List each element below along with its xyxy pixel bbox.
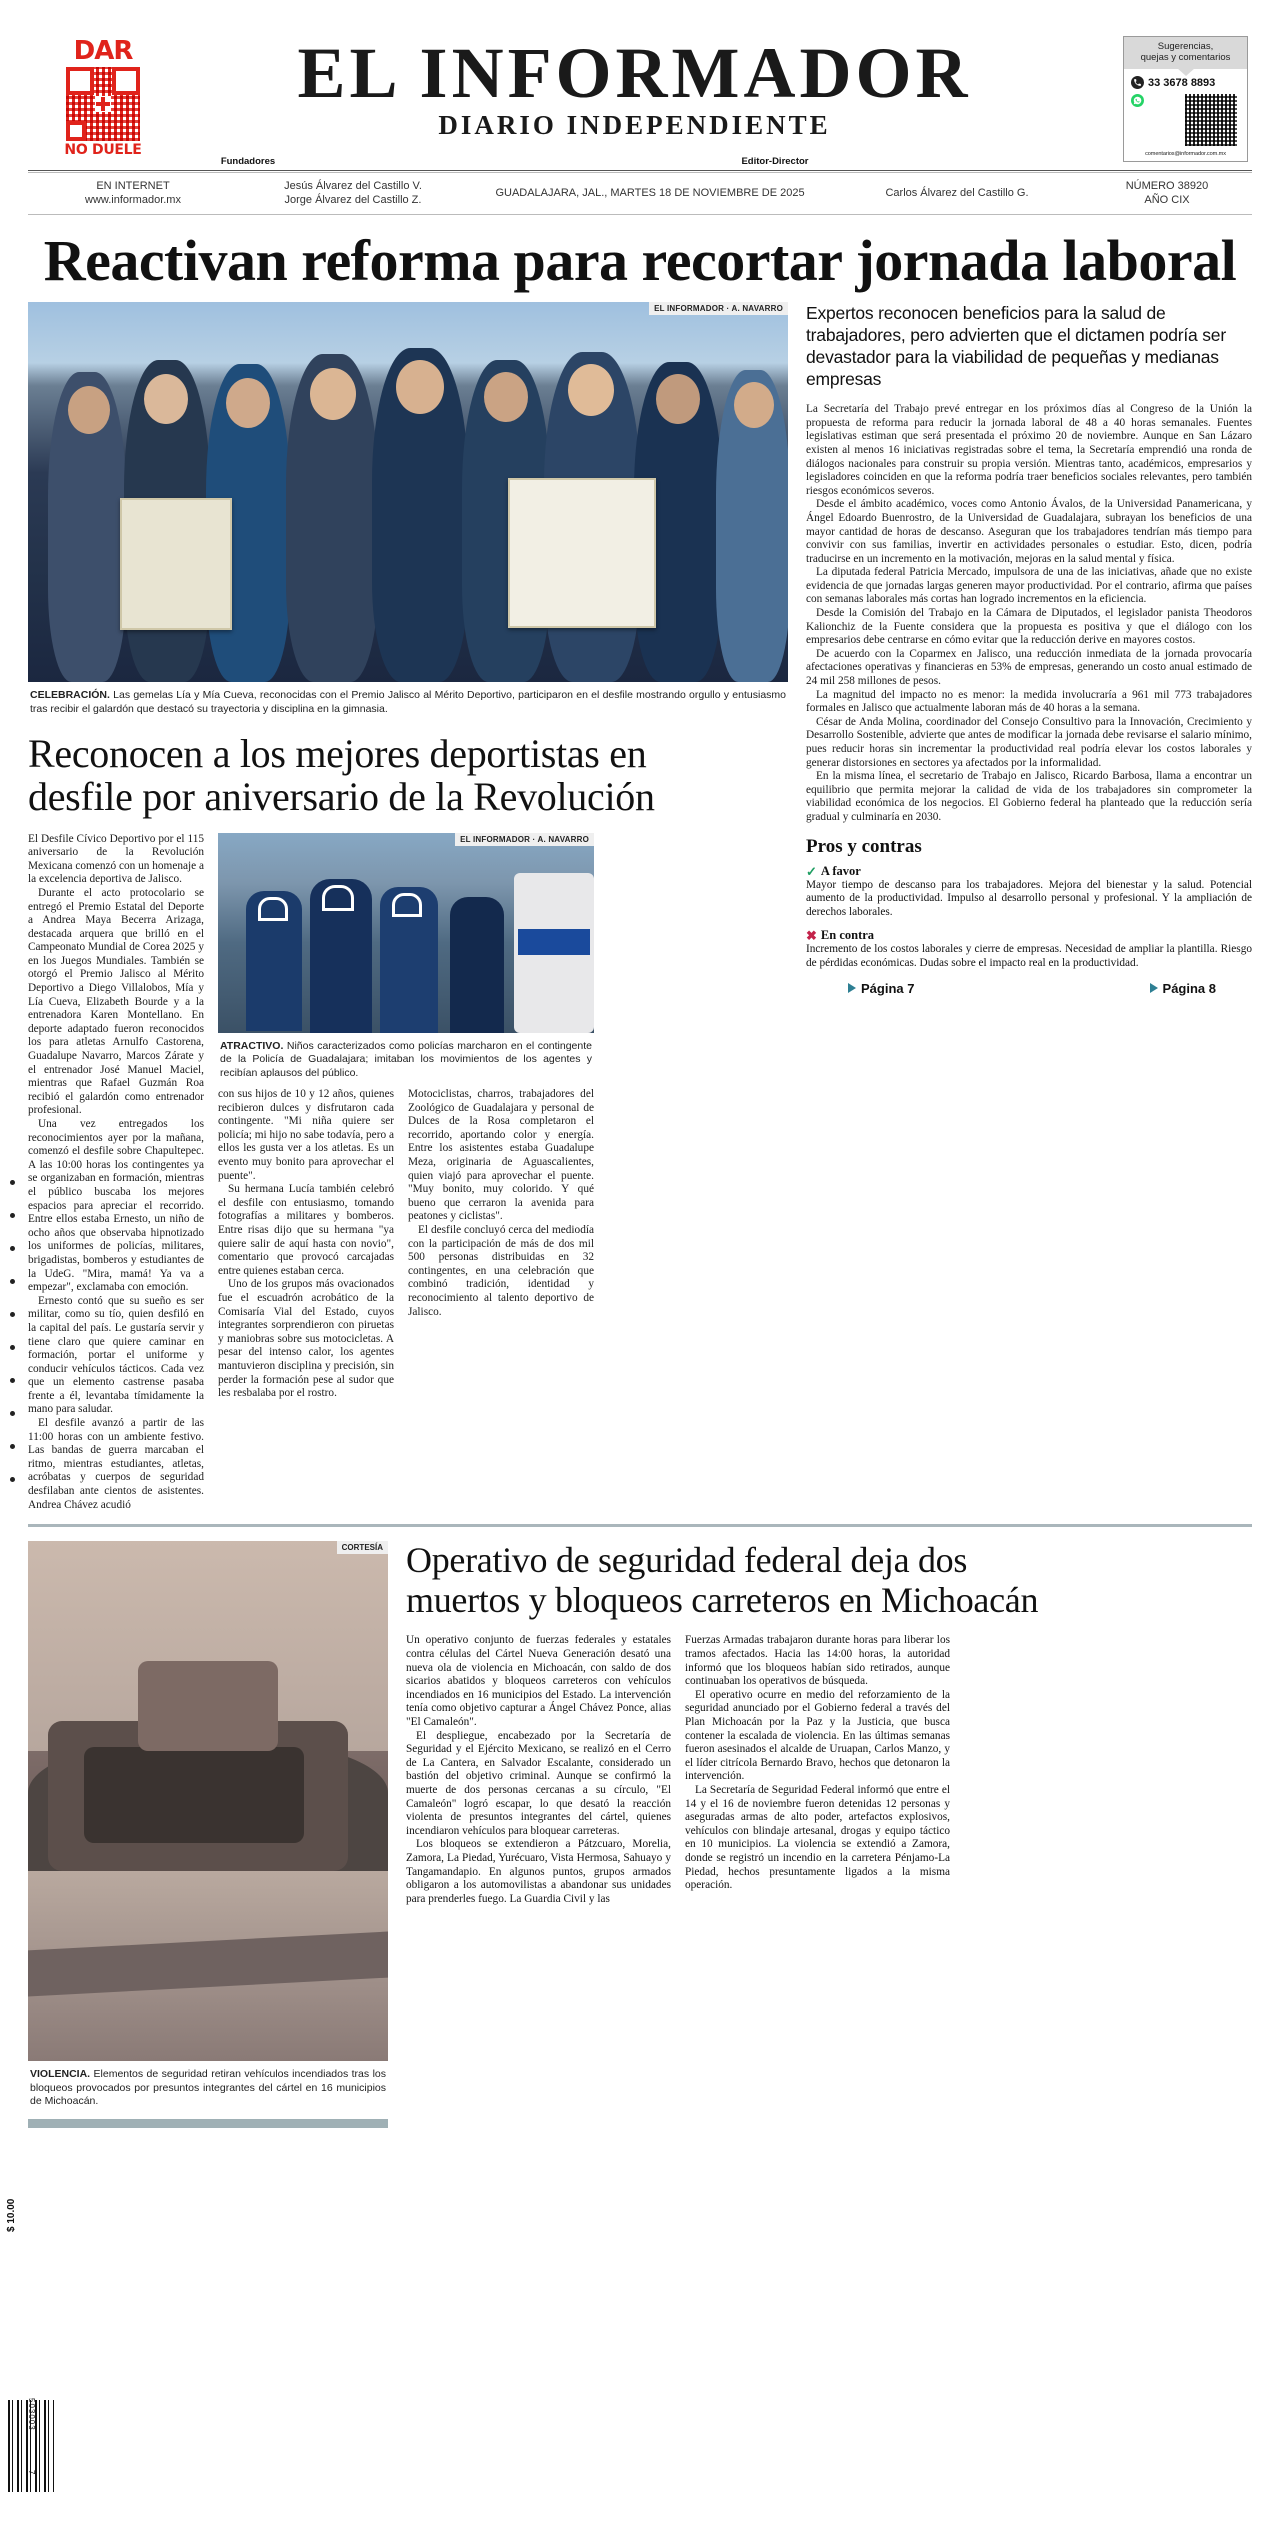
cons-text: Incremento de los costos laborales y cierre de empresas. Necesidad de ampliar la plantilla. Riesgo de pérdidas económicas. Dudas sobre el impacto real en la productividad. <box>806 943 1252 969</box>
paragraph: Una vez entregados los reconocimientos ayer por la mañana, comenzó el desfile sobre Chapultepec. A las 10:00 horas los contingentes ya se organizaban en formación, mientras el público buscaba los mejores espacios para apreciar el recorrido. Entre ellos estaba Ernesto, un niño de ocho años que observaba hipnotizado los uniformes de policías, militares, brigadistas, bomberos y estudiantes de la UdeG. "Mira, mamá! Ya va a empezar", exclamaba con emoción. <box>28 1118 204 1294</box>
page-references <box>806 981 1252 996</box>
column-bullets <box>10 1180 15 1510</box>
third-caption-text: Elementos de seguridad retiran vehículos incendiados tras los bloqueos provocados por presuntos integrantes del cártel en 16 municipios de Michoacán. <box>30 2068 386 2108</box>
pros-item <box>806 864 1252 920</box>
issue-number: NÚMERO 38920 <box>1125 180 1209 192</box>
lead-caption-label: CELEBRACIÓN. <box>30 689 110 702</box>
info-bar-rule-bottom <box>28 214 1252 215</box>
editor-label: Editor-Director <box>741 156 809 167</box>
whatsapp-qr-code-icon <box>1185 94 1237 146</box>
third-story-section <box>28 1541 1252 2128</box>
dar-logo-top-text: DAR <box>73 36 133 66</box>
barcode-digit: 7 <box>27 2470 36 2475</box>
second-caption-label: ATRACTIVO. <box>220 1039 284 1052</box>
paragraph: La magnitud del impacto no es menor: la medida involucraría a 961 mil 773 trabajadores formales en Jalisco que actualmente laboran más de 40 horas a la semana. <box>806 688 1252 715</box>
contact-heading-line1: Sugerencias, <box>1157 41 1214 52</box>
footer-rule <box>28 2119 388 2128</box>
internet-url[interactable]: www.informador.mx <box>85 194 181 206</box>
issue-year: AÑO CIX <box>1144 194 1190 206</box>
second-caption-text: Niños caracterizados como policías marcharon en el contingente de la Policía de Guadalajara; imitaban los movimientos de los agentes y recibían aplausos del público. <box>220 1039 592 1079</box>
dar-logo-bottom-text: NO DUELE <box>64 142 142 158</box>
paragraph: Desde el ámbito académico, voces como Antonio Ávalos, de la Universidad Panamericana, y Ángel Edoardo Buenrostro, de la Universidad de Guadalajara, subrayan los beneficios de una mayor cantidad de horas de descanso. Aseguran que los trabajadores tendrían más tiempo para convivir con sus familias, invertir en actividades personales o estudiar. Esto, dicen, podría traducirse en un incremento en la motivación, mejoras en la salud mental y física. <box>806 498 1252 565</box>
paragraph: Motociclistas, charros, trabajadores del Zoológico de Guadalajara y personal de Dulces de la Rosa completaron el recorrido, aportando color y energía. Entre los asistentes estaba Guadalupe Meza, originaria de Aguascalientes, quien viajó para aprovechar el puente. "Muy bonito, muy colorido. Y qué bueno que cerraron la avenida para peatones y ciclistas". <box>408 1088 594 1223</box>
page-ref-8[interactable] <box>1150 981 1216 996</box>
lead-caption-text: Las gemelas Lía y Mía Cueva, reconocidas con el Premio Jalisco al Mérito Deportivo, participaron en el desfile mostrando orgullo y entusiasmo tras recibir el galardón que destacó su trayectoria y disciplina en la gimnasia. <box>30 689 786 715</box>
info-bar <box>28 156 1252 215</box>
paragraph: Durante el acto protocolario se entregó el Premio Estatal del Deporte a Andrea Maya Becerra Arizaga, destacada arquera que brilló en el Campeonato Mundial de Corea 2025 y en los Juegos Mundiales. También se otorgó el Premio Jalisco al Mérito Deportivo a Diego Villalobos, Mía y Lía Cueva, Elizabeth Bourde y a la entrenadora Karen Montellano. En deporte adaptado fueron reconocidos los para atletas Arnulfo Castorena, Guadalupe Navarro, Marcos Zárate y el entrenador José Manuel Maciel, mientras que Rafael Guzmán Roa recibió el galardón como entrenador profesional. <box>28 886 204 1117</box>
contact-box <box>1123 36 1248 162</box>
paragraph: La Secretaría de Seguridad Federal informó que entre el 14 y el 16 de noviembre fueron detenidas 12 personas y aseguradas armas de alto poder, artefactos explosivos, vehículos con blindaje artesanal, drogas y equipo táctico en 10 municipios. La violencia se extendió a Zamora, donde se registró un incendio en la carretera Pénjamo-La Piedad, hechos presuntamente ligados a la misma operación. <box>685 1783 950 1892</box>
section-divider <box>28 1524 1252 1527</box>
pros-text: Mayor tiempo de descanso para los trabajadores. Mejora del bienestar y la salud. Potencial aumento de la productividad. Impulso al desarrollo personal y profesional. Y la ampliación de derechos laborales. <box>806 878 1252 918</box>
third-story-headline[interactable] <box>406 1541 1252 1620</box>
third-headline-line2: muertos y bloqueos carreteros en Michoacán <box>406 1579 1039 1620</box>
dateline: GUADALAJARA, JAL., MARTES 18 DE NOVIEMBRE DE 2025 <box>495 187 805 199</box>
price-label: $ 10.00 <box>6 2198 17 2232</box>
internet-info <box>28 179 238 207</box>
paragraph: El Desfile Cívico Deportivo por el 115 aniversario de la Revolución Mexicana comenzó con un homenaje a la excelencia deportiva de Jalisco. <box>28 832 204 886</box>
cons-item <box>806 928 1252 970</box>
second-story-headline[interactable] <box>28 732 788 818</box>
paragraph: La Secretaría del Trabajo prevé entregar en los próximos días al Congreso de la Unión la propuesta de reforma para reducir la jornada laboral de 48 a 40 horas semanales. Fuentes legislativas estiman que será presentada el próximo 20 de noviembre. Aunque en San Lázaro existen al menos 16 iniciativas registradas sobre el tema, la Secretaría emprendió una ronda de diálogos nacionales para construir su propia versión. Mientras tanto, académicos, empresarios y legisladores coinciden en que la reforma podría traer beneficios sociales relevantes, pero también riesgos económicos severos. <box>806 403 1252 497</box>
paragraph: Los bloqueos se extendieron a Pátzcuaro, Morelia, Zamora, La Piedad, Yurécuaro, Vista Hermosa, Sahuayo y Tangamandapio. En algunos puntos, grupos armados obligaron a los automovilistas a abandonar sus unidades para prenderles fuego. La Guardia Civil y las <box>406 1838 671 1905</box>
second-photo-credit: EL INFORMADOR · A. NAVARRO <box>455 833 594 846</box>
pros-title-row <box>806 864 1252 879</box>
pros-cons-title: Pros y contras <box>806 835 922 857</box>
contact-phone-number: 33 3678 8893 <box>1148 76 1216 89</box>
cross-icon: ✖ <box>806 928 817 944</box>
whatsapp-icon <box>1131 94 1144 107</box>
paragraph: Ernesto contó que su sueño es ser militar, como su tío, quien desfiló en la capital del país. Le gustaría servir y tiene claro que quiere caminar en formación, portar el uniforme y conducir vehículos tácticos. Cada vez que un elemento castrense pasaba frente a él, levantaba tímidamente la mano para saludar. <box>28 1294 204 1416</box>
cons-title-row <box>806 928 1252 943</box>
contact-email: comentarios@informador.com.mx <box>1145 151 1226 157</box>
paragraph: El operativo ocurre en medio del reforzamiento de la seguridad anunciado por el Gobierno federal a través del Plan Michoacán por la Paz y la Justicia, que busca contener la escalada de violencia. En las últimas semanas fueron asesinados el alcalde de Uruapan, Carlos Manzo, y el líder citrícola Bernardo Bravo, hechos que detonaron la intervención. <box>685 1688 950 1783</box>
cons-label: En contra <box>820 928 875 943</box>
second-story-column-3 <box>408 1088 594 1401</box>
phone-icon <box>1131 76 1144 89</box>
second-headline-line2: desfile por aniversario de la Revolución <box>28 774 655 820</box>
paragraph: con sus hijos de 10 y 12 años, quienes recibieron dulces y disfrutaron cada contingente. "Mi niña quiere ser policía; mi hijo no sabe todavía, pero a ellos les gusta ver a los atletas. Es un evento muy bonito para aprovechar el puente". <box>218 1088 394 1182</box>
lead-photo-credit: EL INFORMADOR · A. NAVARRO <box>649 302 788 315</box>
third-story-columns <box>406 1634 1252 1906</box>
third-story-column-1 <box>406 1634 671 1906</box>
lead-story-left-column <box>28 302 788 1512</box>
paragraph: Fuerzas Armadas trabajaron durante horas para liberar los tramos afectados. Hacia las 14:00 horas, la autoridad informó que los bloqueos habían sido retirados, aunque continuaban los operativos de búsqueda. <box>685 1634 950 1688</box>
editor-name: Carlos Álvarez del Castillo G. <box>885 187 1029 199</box>
founder-1: Jesús Álvarez del Castillo V. <box>284 180 422 192</box>
lead-photo-caption <box>28 682 788 716</box>
third-caption-label: VIOLENCIA. <box>30 2068 91 2081</box>
third-headline-line1: Operativo de seguridad federal deja dos <box>406 1540 968 1581</box>
third-photo-caption <box>28 2061 388 2109</box>
third-photo <box>28 1541 388 2061</box>
lead-story-right-column <box>806 302 1252 1512</box>
page-ref-right-label: Página 8 <box>1162 980 1216 996</box>
barcode-number: 503003 <box>27 2398 36 2431</box>
founders-info <box>238 179 468 207</box>
paragraph: Uno de los grupos más ovacionados fue el escuadrón acrobático de la Comisaría Vial del Estado, cuyos integrantes sorprendieron con piruetas y maniobras sobre sus motocicletas. A pesar del intenso calor, los agentes mantuvieron disciplina y precisión, sin perder la formación pese al sudor que les resbalaba por el rostro. <box>218 1278 394 1400</box>
lead-story-body <box>806 403 1252 824</box>
third-story-photo-column <box>28 1541 388 2128</box>
second-story-column-2 <box>218 1088 394 1401</box>
third-story-column-2 <box>685 1634 950 1906</box>
lead-story-lede: Expertos reconocen beneficios para la salud de trabajadores, pero advierten que el dictamen podría ser devastador para la viabilidad de pequeñas y medianas empresas <box>806 303 1226 390</box>
lead-photo <box>28 302 788 682</box>
second-headline-line1: Reconocen a los mejores deportistas en <box>28 731 647 777</box>
paragraph: En la misma línea, el secretario de Trabajo en Jalisco, Ricardo Barbosa, llama a encontrar un equilibrio que permita mejorar la calidad de vida de los trabajadores sin comprometer la viabilidad económica de los negocios. El Gobierno federal ha planteado que la reducción sería gradual y culminaría en 2030. <box>806 770 1252 823</box>
paragraph: Su hermana Lucía también celebró el desfile con entusiasmo, tomando fotografías a militares y bomberos. Entre risas dijo que su hermana "ya quiere salir de aquí hasta con novio", comentario que provocó carcajadas entre quienes estaban cerca. <box>218 1183 394 1277</box>
info-bar-labels <box>28 156 1252 170</box>
issue-info <box>1082 179 1252 207</box>
info-bar-columns <box>28 173 1252 214</box>
second-photo <box>218 833 594 1033</box>
pros-label: A favor <box>820 863 861 878</box>
paper-subtitle: DIARIO INDEPENDIENTE <box>438 110 831 141</box>
lead-story-section <box>28 302 1252 1512</box>
paragraph: Un operativo conjunto de fuerzas federales y estatales contra células del Cártel Nueva Generación desató una nueva ola de violencia en Michoacán, con saldo de dos sicarios abatidos y bloqueos carreteros con vehículos incendiados en 16 municipios del Estado. La intervención tenía como objetivo capturar a Ángel Chávez Ponce, alias "El Camaleón". <box>406 1634 671 1728</box>
masthead-title-block <box>146 33 1123 141</box>
founder-2: Jorge Álvarez del Castillo Z. <box>284 194 422 206</box>
second-story-center <box>218 833 594 1513</box>
contact-heading-line2: quejas y comentarios <box>1140 52 1231 63</box>
page-title: EL INFORMADOR <box>297 33 972 113</box>
lead-headline[interactable]: Reactivan reforma para recortar jornada laboral <box>43 228 1237 293</box>
dar-logo <box>60 38 146 157</box>
page-ref-7[interactable] <box>848 981 914 996</box>
paragraph: La diputada federal Patricia Mercado, impulsora de una de las iniciativas, añade que no existe evidencia de que jornadas largas generen mayor productividad. Por el contrario, afirma que países con semanas laborales más cortas han logrado incrementos en la eficiencia. <box>806 566 1252 606</box>
third-story-text-column <box>406 1541 1252 2128</box>
paragraph: De acuerdo con la Coparmex en Jalisco, una reducción inmediata de la jornada provocaría afectaciones operativas y financieras en 53% de empresas, generando un costo anual estimado de 24 mil 258 millones de pesos. <box>806 647 1252 688</box>
triangle-right-icon <box>1150 983 1158 993</box>
masthead <box>28 0 1252 158</box>
second-photo-caption <box>218 1033 594 1081</box>
paragraph: César de Anda Molina, coordinador del Consejo Consultivo para la Innovación, Crecimiento y Desarrollo Sostenible, advierte que antes de modificar la jornada debe revisarse el salario mínimo, pues reducir horas sin incrementar la productividad real podría elevar los costos laborales y generar distorsiones en sectores ya afectados por la informalidad. <box>806 715 1252 769</box>
paragraph: Desde la Comisión del Trabajo en la Cámara de Diputados, el legislador panista Theodoros Kalionchiz de la Fuente considera que la propuesta es positiva y que el diálogo con los empresarios debe centrarse en cómo evitar que la reducción derive en mayores costos. <box>806 607 1252 647</box>
third-photo-courtesy: CORTESÍA <box>337 1541 388 1554</box>
internet-label: EN INTERNET <box>96 180 170 192</box>
page-ref-left-label: Página 7 <box>861 980 915 996</box>
second-story-columns <box>28 833 788 1513</box>
contact-box-heading <box>1124 37 1247 69</box>
paragraph: El desfile avanzó a partir de las 11:00 horas con un ambiente festivo. Las bandas de guerra marcaban el ritmo, mientras estudiantes, atletas, acróbatas y cuerpos de seguridad desfilaban ante cientos de asistentes. Andrea Chávez acudió <box>28 1417 204 1511</box>
triangle-right-icon <box>848 983 856 993</box>
dar-qr-code-icon <box>66 67 140 141</box>
check-icon: ✓ <box>806 863 817 879</box>
paragraph: El despliegue, encabezado por la Secretaría de Seguridad y el Ejército Mexicano, se realizó en el Cerro de La Cantera, en Salvador Escalante, considerado un bastión del objetivo criminal. Aunque se confirmó la muerte de dos personas cercanas a su círculo, "El Camaleón" logró escapar, lo que desató la reacción violenta de presuntos integrantes del cártel, quienes incendiaron vehículos para bloquear carreteras. <box>406 1729 671 1837</box>
founders-label: Fundadores <box>220 156 276 167</box>
paragraph: El desfile concluyó cerca del mediodía con la participación de más de dos mil 500 personas distribuidas en 32 contingentes, en una celebración que combinó tradición, identidad y reconocimiento al talento deportivo de Jalisco. <box>408 1223 594 1318</box>
contact-whatsapp-row[interactable] <box>1124 91 1247 149</box>
second-story-column-1 <box>28 833 204 1513</box>
